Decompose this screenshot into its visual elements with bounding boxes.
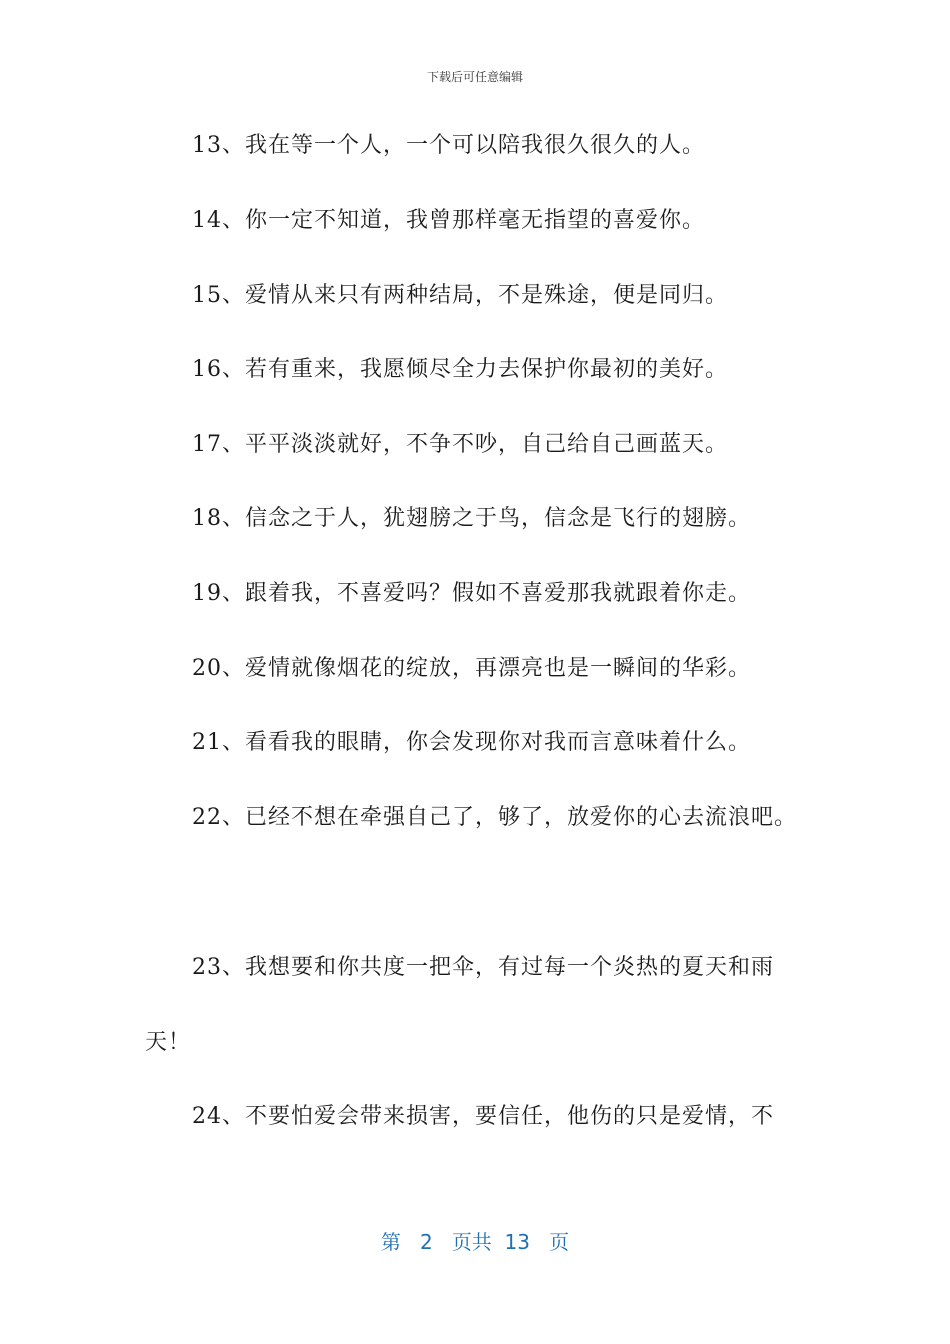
text-line-20: 20、爱情就像烟花的绽放，再漂亮也是一瞬间的华彩。 [192,656,751,681]
text-line-16: 16、若有重来，我愿倾尽全力去保护你最初的美好。 [192,357,728,382]
footer-current-page: 2 [420,1230,433,1254]
text-line-22: 22、已经不想在牵强自己了，够了，放爱你的心去流浪吧。 [192,805,797,830]
footer-total-pages: 13 [504,1230,530,1254]
footer-middle: 页共 [451,1230,492,1254]
text-line-21: 21、看看我的眼睛，你会发现你对我而言意味着什么。 [192,730,751,755]
text-line-24: 24、不要怕爱会带来损害，要信任，他伤的只是爱情，不 [192,1104,774,1129]
text-line-18: 18、信念之于人，犹翅膀之于鸟，信念是飞行的翅膀。 [192,506,751,531]
page-header: 下载后可任意编辑 [426,70,523,84]
page-footer [0,1226,950,1255]
text-line-14: 14、你一定不知道，我曾那样毫无指望的喜爱你。 [192,208,705,233]
footer-prefix: 第 [380,1230,401,1254]
footer-suffix: 页 [549,1230,570,1254]
text-line-15: 15、爱情从来只有两种结局，不是殊途，便是同归。 [192,283,728,308]
text-line-23: 23、我想要和你共度一把伞，有过每一个炎热的夏天和雨 [192,955,774,980]
text-line-13: 13、我在等一个人，一个可以陪我很久很久的人。 [192,133,705,158]
text-line-23-continued: 天！ [145,1030,192,1055]
text-line-17: 17、平平淡淡就好，不争不吵，自己给自己画蓝天。 [192,432,728,457]
text-line-19: 19、跟着我，不喜爱吗？假如不喜爱那我就跟着你走。 [192,581,751,606]
